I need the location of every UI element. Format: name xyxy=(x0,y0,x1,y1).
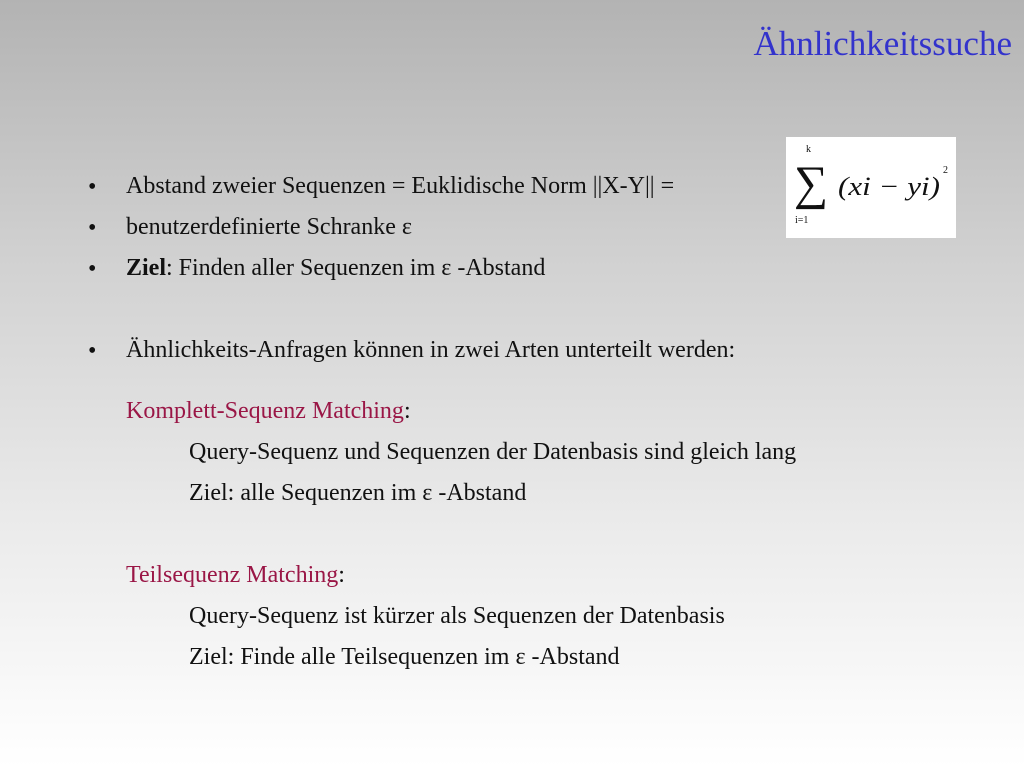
euclidean-norm-formula xyxy=(786,137,956,238)
bullet-goal xyxy=(126,256,545,280)
section-complete-matching-line: Ziel: alle Sequenzen im ε -Abstand xyxy=(189,480,527,506)
formula-exponent: 2 xyxy=(943,165,948,176)
bullet-query-types: Ähnlichkeits-Anfragen können in zwei Arten unterteilt werden: xyxy=(126,337,736,363)
bullet-marker: • xyxy=(88,174,97,200)
section-subsequence-matching-line: Ziel: Finde alle Teilsequenzen im ε -Abstand xyxy=(189,644,620,670)
formula-lower-limit: i=1 xyxy=(795,215,809,226)
slide-title: Ähnlichkeitssuche xyxy=(753,24,1012,63)
section-complete-matching-heading xyxy=(126,399,411,423)
section-heading-text: Komplett-Sequenz Matching xyxy=(126,398,404,424)
section-subsequence-matching-heading xyxy=(126,563,345,587)
formula-upper-limit: k xyxy=(806,144,811,155)
section-heading-colon: : xyxy=(338,562,345,588)
goal-label: Ziel xyxy=(126,255,166,281)
section-complete-matching-line: Query-Sequenz und Sequenzen der Datenbasis sind gleich lang xyxy=(189,439,797,465)
bullet-marker: • xyxy=(88,215,97,241)
bullet-threshold: benutzerdefinierte Schranke ε xyxy=(126,214,412,240)
sum-symbol: ∑ xyxy=(794,157,829,210)
bullet-marker: • xyxy=(88,256,97,282)
bullet-marker: • xyxy=(88,338,97,364)
formula-body: (xi − yi) xyxy=(838,172,940,201)
section-heading-text: Teilsequenz Matching xyxy=(126,562,339,588)
bullet-euclidean-norm: Abstand zweier Sequenzen = Euklidische Norm ||X-Y|| = xyxy=(126,173,675,199)
section-subsequence-matching-line: Query-Sequenz ist kürzer als Sequenzen der Datenbasis xyxy=(189,603,725,629)
goal-text: : Finden aller Sequenzen im ε -Abstand xyxy=(166,255,546,281)
section-heading-colon: : xyxy=(403,398,411,424)
